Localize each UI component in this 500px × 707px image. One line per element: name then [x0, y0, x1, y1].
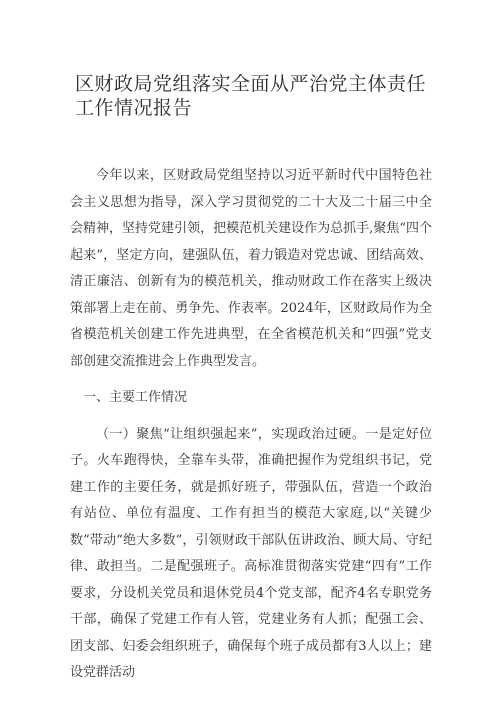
section-heading: 一、主要工作情况 — [83, 390, 188, 405]
document-title: 区财政局党组落实全面从严治党主体责任工作情况报告 — [75, 73, 427, 119]
section-paragraph: （一）聚焦“让组织强起来”，实现政治过硬。一是定好位子。火车跑得快，全靠车头带，准确把握作为党组织书记，党建工作的主要任务，就是抓好班子，带强队伍，营造一个政治有站位、单位有温度、工作有担当的模范大家庭,以“关键少数”带动“绝大多数”，引领财政干部队伍讲政治、顾大局、守纪律、敢担当。二是配强班子。高标准贯彻落实党建“四有”工作要求，分设机关党员和退休党员4个党支部，配齐4名专职党务干部，确保了党建工作有人管，党建业务有人抓；配强工会、团支部、妇委会组织班子，确保每个班子成员都有3人以上；建设党群活动 — [70, 426, 432, 680]
intro-paragraph: 今年以来，区财政局党组坚持以习近平新时代中国特色社会主义思想为指导，深入学习贯彻党的二十大及二十届三中全会精神，坚持党建引领，把模范机关建设作为总抓手,聚焦“四个起来”，坚定方向，建强队伍，着力锻造对党忠诚、团结高效、清正廉洁、创新有为的模范机关，推动财政工作在落实上级决策部署上走在前、勇争先、作表率。2024年，区财政局作为全省模范机关创建工作先进典型，在全省模范机关和“四强”党支部创建交流推进会上作典型发言。 — [70, 168, 432, 369]
document-body — [70, 163, 432, 687]
